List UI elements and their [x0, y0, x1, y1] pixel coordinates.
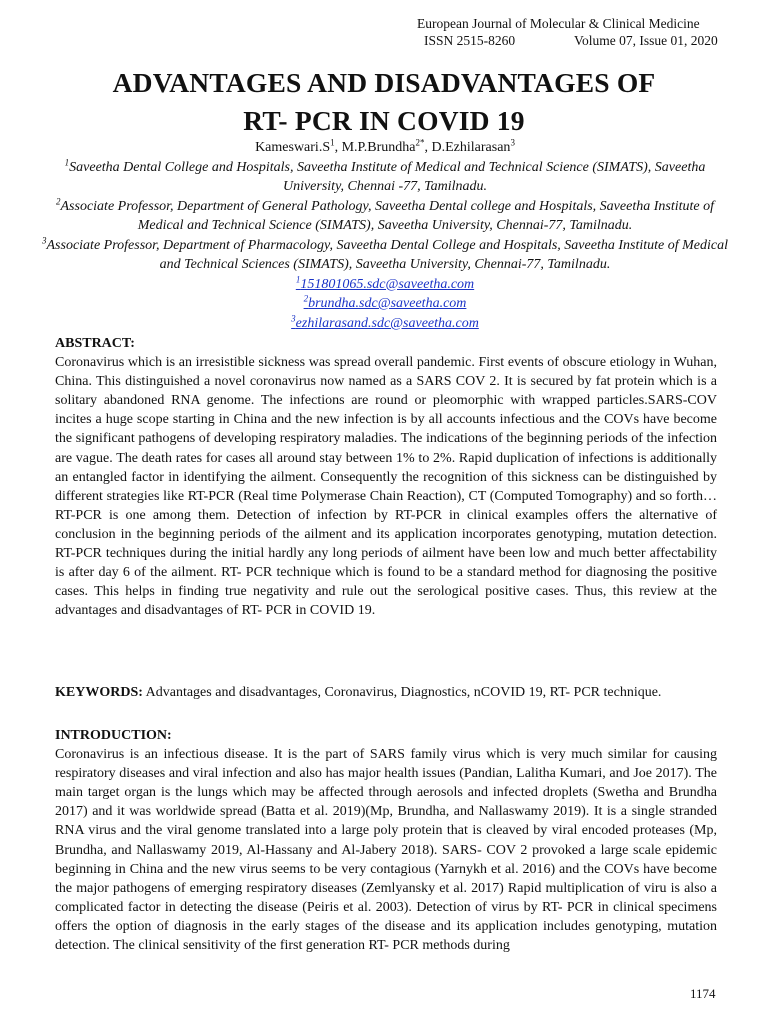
affiliation-3-text: Associate Professor, Department of Pharmacology, Saveetha Dental College and Hospitals, Saveetha Institute of Medical and Technical Sciences (SIMATS), Saveetha University, Chennai-77, Tamilnadu.: [46, 237, 728, 272]
email-3-sup: 3: [291, 312, 296, 323]
journal-issue-line: [400, 32, 730, 49]
paper-title-line-2: RT- PCR IN COVID 19: [243, 105, 525, 136]
affiliation-2: [40, 197, 730, 236]
author-block: [40, 138, 730, 333]
affiliation-2-text: Associate Professor, Department of General Pathology, Saveetha Dental college and Hospitals, Saveetha Institute of Medical and Technical Science (SIMATS), Saveetha University, Chennai-77, Tamilnadu.: [60, 198, 714, 233]
introduction-text: Coronavirus is an infectious disease. It is the part of SARS family virus which is very much similar for causing respiratory diseases and viral infection and also has major health issues (Pandian, Lalitha Kumari, and Joe 2017). The main target organ is the lungs which may be affected through aerosols and infected droplets (Swetha and Brundha 2017) and it was worldwide spread (Batta et al. 2019)(Mp, Brundha, and Nallaswamy 2019). It is a single stranded RNA virus and the viral genome translated into a large poly protein that is cleaved by viral encoded proteases (Mp, Brundha, and Nallaswamy 2019, Al-Hassany and Al-Jabery 2018). SARS- COV 2 provoked a large scale epidemic beginning in China and the new virus seems to be very contagious (Yarnykh et al. 2016) and the COVs have become the major pathogens of emerging respiratory diseases (Zemlyansky et al. 2017) Rapid multiplication of viru is also a complicated factor in detecting the disease (Peiris et al. 2003). Detection of virus by RT- PCR in clinical specimens offers the option of diagnosis in the early stages of the disease and its application includes genotyping, mutation detection. The clinical sensitivity of the first generation RT- PCR methods during: [55, 747, 717, 954]
email-3[interactable]: [40, 314, 730, 334]
page-number: 1174: [690, 986, 716, 1001]
introduction-heading: INTRODUCTION:: [55, 728, 172, 743]
email-3-link[interactable]: [291, 312, 479, 331]
abstract-section: [55, 334, 717, 620]
keywords-text: Advantages and disadvantages, Coronavirus, Diagnostics, nCOVID 19, RT- PCR technique.: [142, 685, 662, 700]
email-2-sup: 2: [303, 293, 309, 304]
abstract-heading: ABSTRACT:: [55, 336, 135, 351]
author-sep-1: ,: [334, 140, 342, 155]
affiliation-1: [40, 158, 730, 197]
author-list: [40, 138, 730, 158]
author-1: Kameswari.S: [255, 140, 331, 155]
abstract-text: Coronavirus which is an irresistible sickness was spread overall pandemic. First events of obscure etiology in Wuhan, China. This distinguished a novel coronavirus now named as a SARS COV 2. It is secured by fat protein which is a solitary abandoned RNA genome. The infections are round or pleomorphic with wrapped particles.SARS-COV incites a huge scope starting in China and the new infection is by all accounts infectious and the COVs have become the significant pathogens of developing respiratory maladies. The indications of the beginning periods of the infection are vague. The death rates for cases all around stay between 1% to 2%. Rapid duplication of infections is additionally an entangled factor in identifying the ailment. Consequently the recognition of this sickness can be distinguished by different strategies like RT-PCR (Real time Polymerase Chain Reaction), CT (Computed Tomography) and so forth… RT-PCR is one among them. Detection of infection by RT-PCR in clinical examples offers the alternative of conclusion in the beginning periods of the ailment and its application incorporates genotyping, mutation detection. RT-PCR techniques during the initial hardly any long periods of ailment have been low and much better affectability is after day 6 of the ailment. RT- PCR technique which is found to be a standard method for diagnosing the positive cases. This helps in finding true negativity and rule out the serological positive cases. Thus, this review at the advantages and disadvantages of RT- PCR in COVID 19.: [55, 355, 717, 619]
introduction-section: [55, 726, 717, 955]
email-2-address[interactable]: brundha.sdc@saveetha.com: [308, 296, 467, 311]
keywords-label: KEYWORDS:: [55, 685, 143, 700]
author-3-sup: 3: [510, 137, 515, 148]
email-1-sup: 1: [295, 273, 301, 284]
affiliation-2-sup: 2: [56, 195, 61, 206]
email-1-link[interactable]: [295, 273, 475, 292]
email-1[interactable]: [40, 275, 730, 295]
journal-name: European Journal of Molecular & Clinical Medicine: [417, 16, 700, 31]
author-sep-2: ,: [424, 140, 432, 155]
journal-volume: Volume 07, Issue 01, 2020: [574, 33, 718, 48]
affiliation-3: [40, 236, 730, 275]
email-2[interactable]: [40, 294, 730, 314]
email-1-address[interactable]: 151801065.sdc@saveetha.com: [300, 276, 475, 292]
keywords-paragraph: [55, 683, 717, 702]
paper-title: [40, 64, 728, 140]
author-1-sup: 1: [330, 137, 335, 148]
author-3: D.Ezhilarasan: [431, 140, 511, 155]
email-2-link[interactable]: [303, 293, 467, 311]
paper-title-line-1: ADVANTAGES AND DISADVANTAGES OF: [112, 67, 656, 98]
journal-header: [400, 15, 730, 49]
author-2-sup: 2*: [415, 137, 425, 148]
affiliation-3-sup: 3: [42, 234, 47, 245]
affiliation-1-sup: 1: [64, 156, 70, 167]
email-3-address[interactable]: ezhilarasand.sdc@saveetha.com: [295, 315, 479, 331]
keywords-section: [55, 683, 717, 702]
journal-issn: ISSN 2515-8260: [424, 33, 516, 48]
author-2: M.P.Brundha: [341, 140, 416, 155]
affiliation-1-text: Saveetha Dental College and Hospitals, Saveetha Institute of Medical and Technical Science (SIMATS), Saveetha University, Chennai -77, Tamilnadu.: [69, 159, 706, 194]
